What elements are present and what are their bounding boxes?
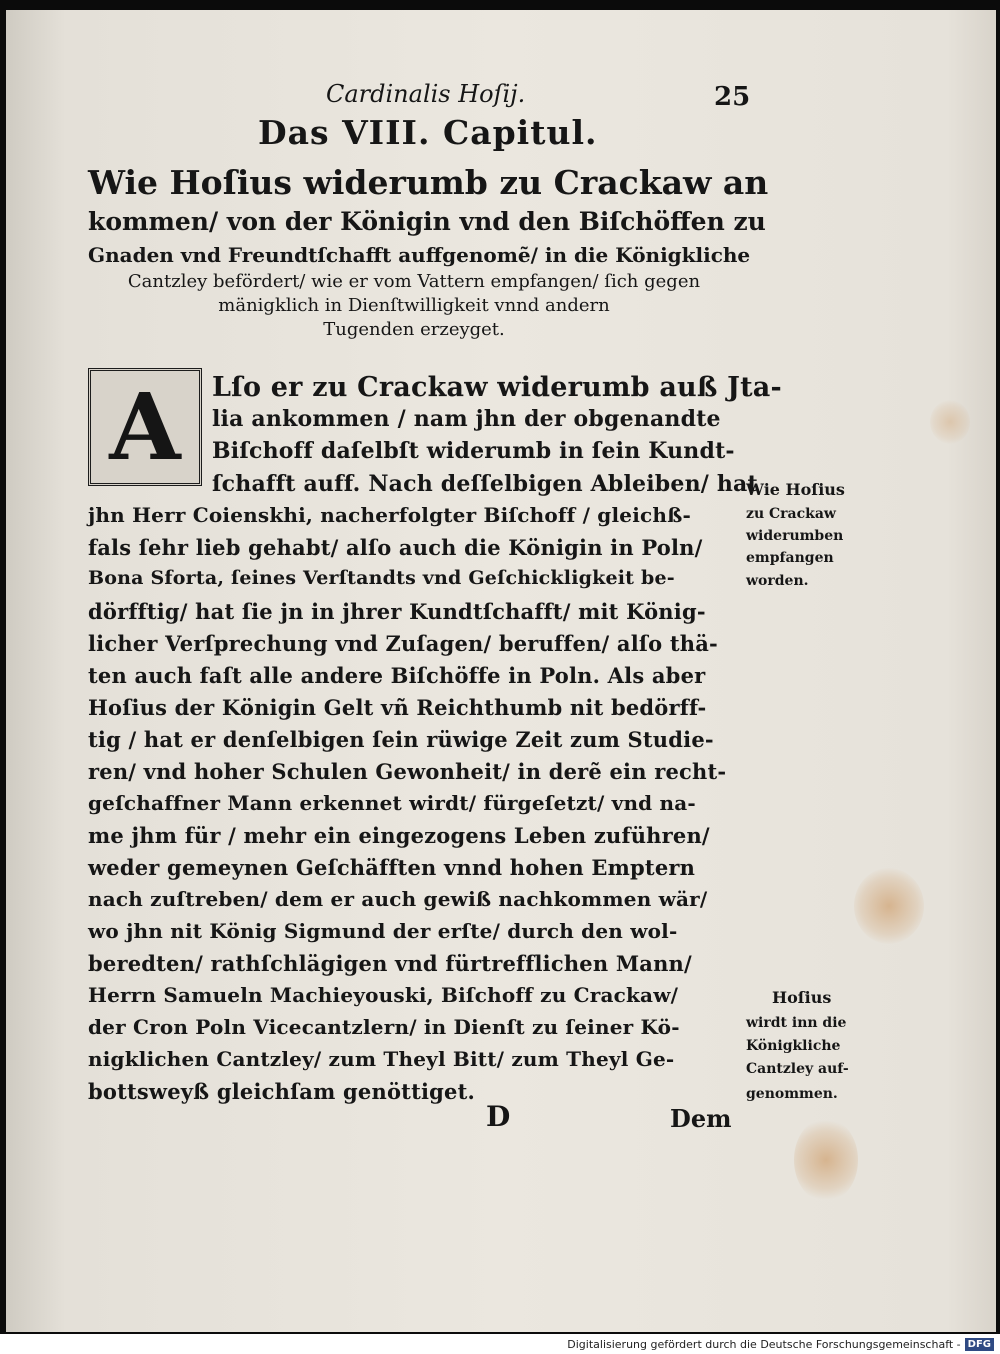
- heading-line: Cantzley befördert/ wie er vom Vattern empfangen/ ſich gegen: [127, 271, 701, 292]
- body-line: jhn Herr Coienskhi, nacherfolgter Biſchoff / gleichß-: [88, 503, 692, 527]
- dfg-logo: DFG: [965, 1338, 994, 1351]
- body-line: der Cron Poln Vicecantzlern/ in Dienſt zu ſeiner Kö-: [88, 1015, 680, 1039]
- body-line: ſchafft auff. Nach deſſelbigen Ableiben/ hat: [212, 471, 758, 497]
- margin-note-line: genommen.: [746, 1086, 838, 1102]
- body-line: Herrn Samueln Machieyouski, Biſchoff zu Crackaw/: [88, 983, 679, 1007]
- heading-line: Wie Hoſius widerumb zu Crackaw an: [88, 163, 769, 202]
- body-line: weder gemeynen Geſchäfften vnnd hohen Emptern: [88, 855, 696, 880]
- body-line: lia ankommen / nam jhn der obgenandte: [212, 406, 721, 432]
- page-number: 25: [714, 82, 751, 112]
- body-line: me jhm für / mehr ein eingezogens Leben zuführen/: [88, 823, 710, 848]
- body-line: nach zuſtreben/ dem er auch gewiß nachkommen wär/: [88, 887, 708, 911]
- margin-note-line: zu Crackaw: [746, 506, 836, 522]
- body-line: Lſo er zu Crackaw widerumb auß Jta-: [212, 372, 782, 403]
- body-line: ten auch faſt alle andere Biſchöffe in Poln. Als aber: [88, 663, 706, 688]
- body-line: fals ſehr lieb gehabt/ alſo auch die Königin in Poln/: [88, 535, 703, 560]
- footer: [567, 1338, 994, 1351]
- body-line: wo jhn nit König Sigmund der erſte/ durch den wol-: [88, 919, 678, 943]
- signature-mark: D: [486, 1100, 511, 1133]
- heading-line: Tugenden erzeyget.: [323, 319, 505, 340]
- body-line: Hoſius der Königin Gelt vñ Reichthumb nit bedörff-: [88, 695, 707, 720]
- margin-note-line: Cantzley auf-: [746, 1061, 849, 1077]
- catchword: Dem: [670, 1104, 732, 1133]
- paper-stain: [930, 400, 970, 444]
- heading-line: kommen/ von der Königin vnd den Biſchöffen zu: [88, 207, 766, 236]
- heading-line: Gnaden vnd Freundtſchafft auffgenomẽ/ in die Königkliche: [88, 243, 751, 267]
- paper-stain: [854, 868, 924, 944]
- margin-note-line: wirdt inn die: [746, 1015, 847, 1031]
- chapter-heading: [88, 160, 769, 340]
- body-line: Biſchoff daſelbſt widerumb in ſein Kundt-: [212, 438, 735, 464]
- running-head: Cardinalis Hoſij.: [326, 80, 526, 108]
- margin-note-line: empfangen: [746, 550, 834, 566]
- body-line: dörfftig/ hat ſie jn in jhrer Kundtſchafft/ mit König-: [88, 599, 706, 624]
- margin-note-line: Wie Hoſius: [746, 480, 845, 499]
- footer-text: Digitalisierung gefördert durch die Deutsche Forschungsgemeinschaft -: [567, 1338, 961, 1351]
- margin-note-line: Königkliche: [746, 1038, 841, 1054]
- body-line: beredten/ rathſchlägigen vnd fürtrefflichen Mann/: [88, 951, 692, 976]
- margin-note-line: worden.: [746, 573, 809, 589]
- body-line: bottsweyß gleichſam genöttiget.: [88, 1079, 475, 1104]
- decorated-initial: A: [88, 368, 202, 486]
- margin-note-line: widerumben: [746, 528, 844, 544]
- margin-note-line: Hoſius: [772, 988, 832, 1007]
- body-line: ren/ vnd hoher Schulen Gewonheit/ in derẽ ein recht-: [88, 759, 727, 784]
- body-line: tig / hat er denſelbigen ſein rüwige Zeit zum Studie-: [88, 727, 714, 752]
- body-line: licher Verſprechung vnd Zuſagen/ beruffen/ alſo thä-: [88, 631, 718, 656]
- chapter-title: Das VIII. Capitul.: [258, 113, 598, 152]
- heading-line: mänigklich in Dienſtwilligkeit vnnd andern: [218, 295, 610, 316]
- body-line: nigklichen Cantzley/ zum Theyl Bitt/ zum Theyl Ge-: [88, 1047, 675, 1071]
- body-line: geſchaffner Mann erkennet wirdt/ fürgeſetzt/ vnd na-: [88, 791, 696, 815]
- body-line: Bona Sforta, ſeines Verſtandts vnd Geſchickligkeit be-: [88, 567, 675, 589]
- paper-stain: [794, 1118, 858, 1202]
